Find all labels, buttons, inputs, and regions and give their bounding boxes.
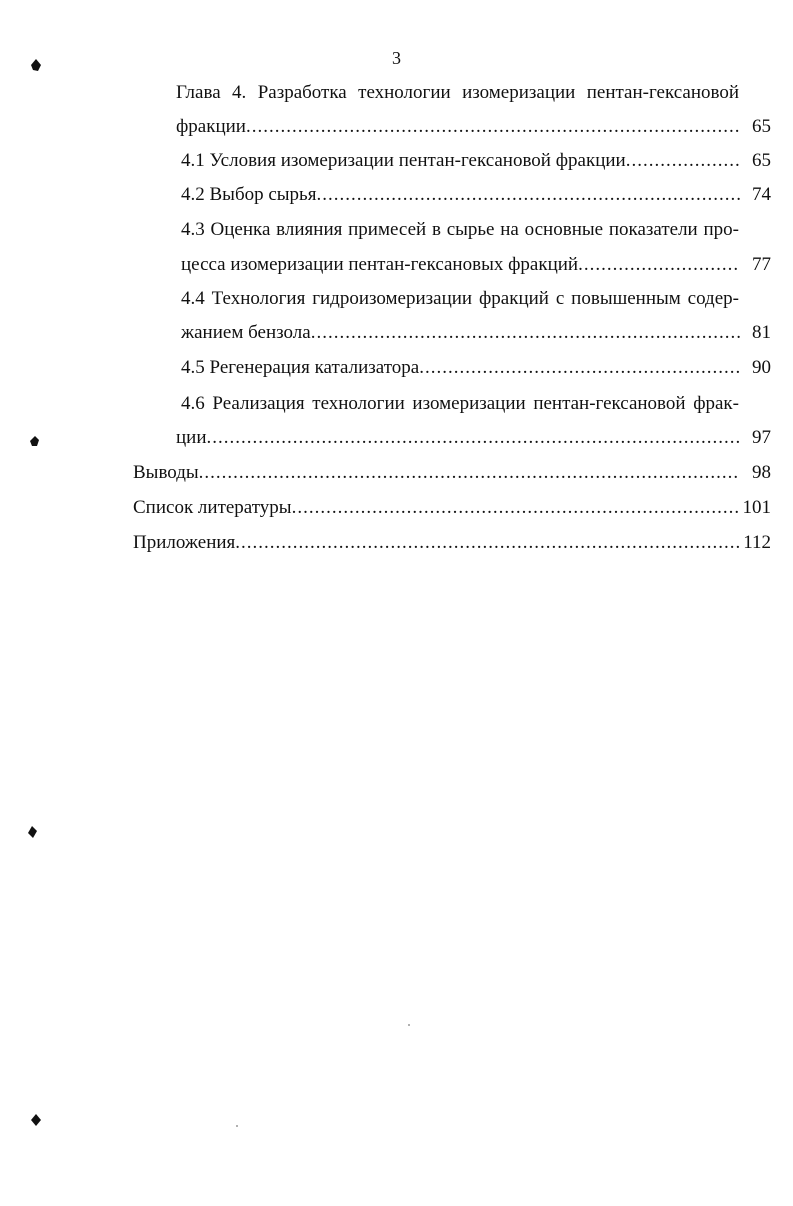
dot-leader [311, 322, 740, 344]
toc-entry-conclusions[interactable] [133, 462, 771, 484]
toc-entry-title: фракции [176, 116, 246, 137]
toc-page-number: 81 [752, 322, 771, 343]
toc-page-number: 101 [742, 497, 771, 518]
toc-entry-4-4[interactable] [181, 322, 771, 344]
toc-entry-4-1[interactable] [181, 150, 771, 172]
toc-entry-title: жанием бензола [181, 322, 311, 343]
toc-entry-4-5[interactable] [181, 357, 771, 379]
dot-leader [246, 116, 740, 138]
toc-entry-title: Приложения [133, 532, 236, 553]
toc-entry-4-6[interactable] [176, 427, 771, 449]
toc-page-number: 90 [752, 357, 771, 378]
toc-entry-4-2[interactable] [181, 184, 771, 206]
dot-leader [626, 150, 740, 172]
toc-entry-title: ции [176, 427, 207, 448]
binding-hole-mark [26, 825, 38, 839]
scan-speck [236, 1125, 238, 1127]
binding-hole-mark [30, 1113, 42, 1127]
toc-chapter-4-title-line1: Глава 4. Разработка технологии изомеризации пентан-гексановой [176, 82, 739, 103]
dot-leader [578, 254, 740, 276]
binding-hole-mark [28, 434, 40, 448]
toc-page-number: 77 [752, 254, 771, 275]
toc-entry-title: Выводы [133, 462, 199, 483]
toc-entry-appendices[interactable] [133, 532, 771, 554]
toc-entry-title: Список литературы [133, 497, 292, 518]
toc-entry-chapter-4[interactable] [176, 116, 771, 138]
dot-leader [316, 184, 740, 206]
toc-entry-4-3-line1: 4.3 Оценка влияния примесей в сырье на основные показатели про- [181, 219, 739, 240]
toc-entry-references[interactable] [133, 497, 771, 519]
dot-leader [292, 497, 740, 519]
toc-page-number: 65 [752, 150, 771, 171]
toc-page-number: 97 [752, 427, 771, 448]
dot-leader [207, 427, 740, 449]
toc-entry-4-6-line1: 4.6 Реализация технологии изомеризации пентан-гексановой фрак- [181, 393, 739, 414]
toc-page-number: 74 [752, 184, 771, 205]
scan-speck [408, 1024, 410, 1026]
toc-entry-4-3[interactable] [181, 254, 771, 276]
page-number: 3 [392, 48, 401, 68]
dot-leader [235, 532, 740, 554]
toc-entry-title: 4.2 Выбор сырья [181, 184, 317, 205]
toc-page-number: 112 [743, 532, 771, 553]
toc-entry-4-4-line1: 4.4 Технология гидроизомеризации фракций с повышенным содер- [181, 288, 739, 309]
toc-entry-title: 4.1 Условия изомеризации пентан-гексановой фракции [181, 150, 626, 171]
toc-entry-title: цесса изомеризации пентан-гексановых фракций [181, 254, 579, 275]
dot-leader [419, 357, 740, 379]
toc-entry-title: 4.5 Регенерация катализатора [181, 357, 420, 378]
toc-page-number: 98 [752, 462, 771, 483]
toc-page-number: 65 [752, 116, 771, 137]
dot-leader [199, 462, 740, 484]
